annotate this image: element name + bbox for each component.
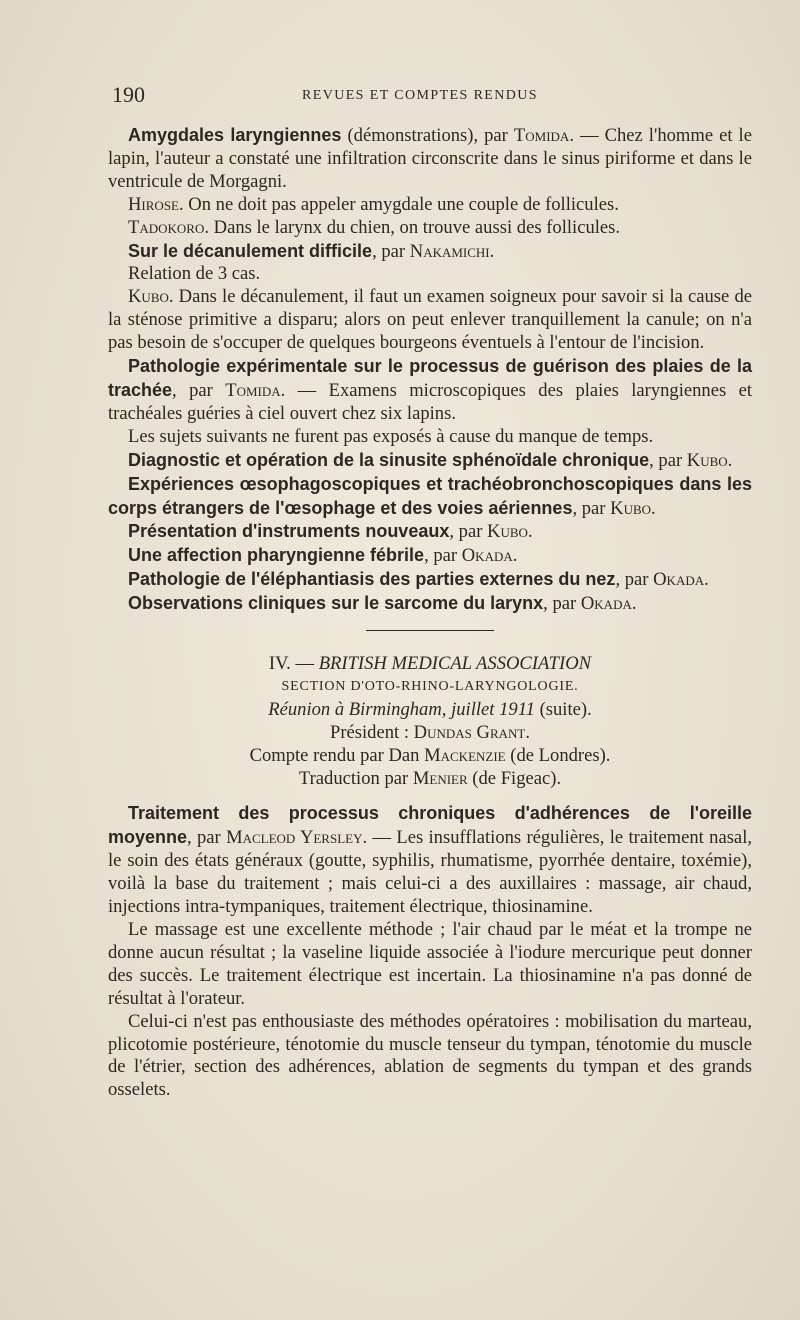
author-name: Menier [412,767,468,789]
entry-title: Pathologie de l'éléphantiasis des parties externes du nez [128,569,616,590]
author-name: Mackenzie [424,744,506,766]
section-association: BRITISH MEDICAL ASSOCIATION [318,653,592,675]
paragraph-methodes: Celui-ci n'est pas enthousiaste des méthodes opératoires : mobilisation du marteau, plicotomie postérieure, ténotomie du muscle tenseur du tympan, ténotomie du muscle de l'étrier, section des adhérences, ablation de segments du tympan et des grands osselets. [108,1010,752,1101]
entry-title: Une affection pharyngienne fébrile [128,545,425,566]
entry-elephantiasis: Pathologie de l'éléphantiasis des parties externes du nez, par Okada. [128,569,709,591]
entry-sinusite: Diagnostic et opération de la sinusite sphénoïdale chronique, par Kubo. [128,449,733,471]
discussion-kubo: Kubo. Dans le décanulement, il faut un examen soigneux pour savoir si la cause de la sténose primitive a disparu; alors on peut enlever tranquillement la canule; on n'a pas besoin de s'occuper de quelques bourgeons éventuels à l'entour de l'incision. [108,286,752,354]
entry-title: Traitement des processus chroniques d'adhérences de l'oreille moyenne [108,803,752,848]
running-head: REVUES ET COMPTES RENDUS [302,88,538,103]
section-heading [108,653,752,676]
entry-oesophagoscopie: Expériences œsophagoscopiques et trachéobronchoscopiques dans les corps étrangers de l'œsophage et des voies aériennes, par Kubo. [108,473,752,519]
meeting-line: Réunion à Birmingham, juillet 1911 (suite). [268,698,592,720]
entry-title: Pathologie expérimentale sur le processus de guérison des plaies de la trachée [108,356,752,400]
page-body [108,124,752,1102]
author-name: Kubo [686,449,728,471]
section-subtitle: SECTION D'OTO-RHINO-LARYNGOLOGIE. [281,678,579,694]
author-name: Tomida [225,379,281,401]
author-name: Kubo [610,497,652,519]
author-name: Kubo [128,286,169,308]
author-name: Okada [580,593,632,615]
author-name: Tadokoro [128,216,205,238]
paragraph-relation: Relation de 3 cas. [128,263,261,285]
entry-title: Présentation d'instruments nouveaux [128,521,450,542]
section-divider [366,630,494,631]
entry-title: Diagnostic et opération de la sinusite sphénoïdale chronique [128,449,650,470]
author-name: Nakamichi [409,240,490,262]
entry-title: Amygdales laryngiennes [128,125,342,145]
author-name: Dundas Grant [413,721,526,743]
entry-affection-pharyngienne: Une affection pharyngienne fébrile, par Okada. [128,545,518,567]
author-name: Hirose [128,193,179,215]
author-name: Macleod Yersley [226,827,363,849]
paragraph-sujets: Les sujets suivants ne furent pas exposés à cause du manque de temps. [128,425,654,447]
report-line: Compte rendu par Dan Mackenzie (de Londres). [249,744,611,766]
entry-title: Expériences œsophagoscopiques et trachéobronchoscopiques dans les corps étrangers de l'œsophage et des voies aériennes [108,473,752,518]
author-name: Okada [461,545,513,567]
entry-traitement-adherences: Traitement des processus chroniques d'adhérences de l'oreille moyenne, par Macleod Yersley. — Les insufflations régulières, le traitement nasal, le soin des états généraux (goutte, syphilis, rhumatisme, pyorrhée dentaire, toxémie), voilà la base du traitement ; mais celui-ci a des auxillaires : massage, air chaud, injections intra-tympaniques, traitement électrique, thiosinamine. [108,803,753,918]
discussion-tadokoro: Tadokoro. Dans le larynx du chien, on trouve aussi des follicules. [128,216,621,238]
discussion-hirose: Hirose. On ne doit pas appeler amygdale une couple de follicules. [128,193,619,215]
entry-title: Sur le décanulement difficile [128,240,373,261]
paragraph-massage: Le massage est une excellente méthode ; l'air chaud par le méat et la trompe ne donne aucun résultat ; la vaseline liquide associée à l'iodure mercurique peut donner des succès. Le traitement électrique est incertain. La thiosinamine n'a pas donné de résultat à l'orateur. [108,919,752,1009]
section-numeral: IV. — [268,653,319,675]
author-name: Tomida [513,125,570,146]
entry-sarcome: Observations cliniques sur le sarcome du larynx, par Okada. [128,593,637,615]
author-name: Kubo [487,521,528,543]
page-number: 190 [112,82,145,107]
entry-pathologie-trachee: Pathologie expérimentale sur le processus de guérison des plaies de la trachée, par Tomida. — Examens microscopiques des plaies laryngiennes et trachéales guéries à ciel ouvert chez six lapins. [108,356,753,424]
entry-amygdales: Amygdales laryngiennes (démonstrations), par Tomida. — Chez l'homme et le lapin, l'auteur a constaté une infiltration circonscrite dans le sinus piriforme et dans le ventricule de Morgagni. [108,125,752,192]
president-line: Président : Dundas Grant. [329,721,530,743]
entry-decanulement: Sur le décanulement difficile, par Nakamichi. [128,240,495,262]
page-header [112,82,752,112]
entry-instruments: Présentation d'instruments nouveaux, par Kubo. [128,521,533,543]
entry-title: Observations cliniques sur le sarcome du larynx [128,593,544,614]
translation-line: Traduction par Menier (de Figeac). [298,767,562,789]
author-name: Okada [653,569,705,591]
